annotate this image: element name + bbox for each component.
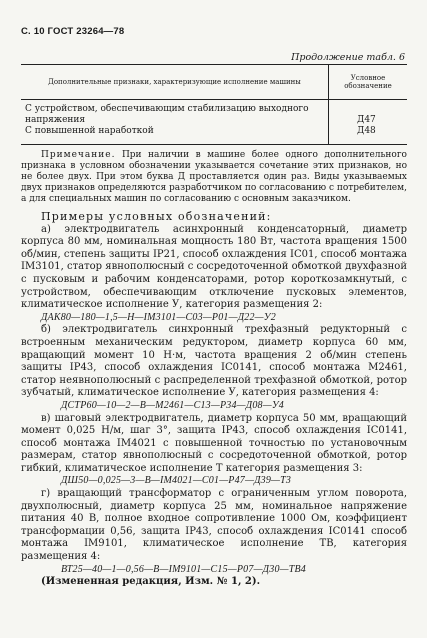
- example-a-designation: ДАК80—180—1,5—Н—IM3101—С03—Р01—Д22—У2: [41, 311, 276, 323]
- table-row-code: Д47: [357, 115, 376, 125]
- table-row-feature-cont: напряжения: [25, 115, 86, 125]
- example-c-designation: ДШ50—0,025—3—В—IM4021—С01—Р47—Д39—Т3: [61, 475, 292, 487]
- example-b-text: б) электродвигатель синхронный трехфазный редукторный с встроенным механическим редуктором, диаметр корпуса 60 мм, вращающий момент 10 Н·м, частота вращения 2 об/мин степень защиты IP43, способ охлаждения IC0141, способ монтажа M2461, статор неявнополюсный с распределенной трехфазной обмоткой, ротор зубчатый, климатическое исполнение У, категория размещения 4:: [21, 324, 407, 399]
- example-a-text: а) электродвигатель асинхронный конденсаторный, диаметр корпуса 80 мм, номинальная мощность 180 Вт, частота вращения 1500 об/мин, степень защиты IP21, способ охлаждения IC01, способ монтажа IM3101, статор явнополюсный с сосредоточенной обмоткой двухфазной с пусковым и рабочим конденсаторами, ротор короткозамкнутый, с устройством, обеспечивающим отключение пусковых элементов, климатическое исполнение У, категория размещения 2:: [21, 223, 407, 311]
- table-header-row: [21, 65, 407, 100]
- table-features-cell: [21, 100, 328, 144]
- table-body: [21, 100, 407, 144]
- column-header-features: Дополнительные признаки, характеризующие исполнение машины: [48, 78, 301, 86]
- revision-note: (Измененная редакция, Изм. № 1, 2).: [41, 576, 261, 588]
- example-b-designation: ДСТР60—10—2—В—M2461—С13—Р34—Д08—У4: [61, 399, 284, 411]
- table-codes-cell: [328, 100, 407, 144]
- column-header-code: Условное обозначение: [328, 65, 407, 99]
- example-c-text: в) шаговый электродвигатель, диаметр корпуса 50 мм, вращающий момент 0,025 Н/м, шаг 3°, защита IP43, способ охлаждения IC0141, способ монтажа IM4021 с повышенной точностью по установочным размерам, статор явнополюсный с сосредоточенной обмоткой, ротор гибкий, климатическое исполнение Т категория размещения 3:: [21, 412, 407, 474]
- note-text: При наличии в машине более одного дополнительного признака в условном обозначении указывается сочетание этих признаков, но не более двух. При этом буква Д проставляется один раз. Виды указываемых двух признаков определяются разработчиком по согласованию с потребителем, а для специальных машин по согласованию с основным заказчиком.: [21, 150, 407, 204]
- example-d-text: г) вращающий трансформатор с ограниченным углом поворота, двухполюсный, диаметр корпуса 25 мм, номинальное напряжение питания 40 В, полное входное сопротивление 1000 Ом, коэффициент трансформации 0,56, защита IP43, способ охлаждения IC0141 способ монтажа IM9101, климатическое исполнение ТВ, категория размещения 4:: [21, 488, 407, 563]
- table-row-code: Д48: [357, 126, 376, 136]
- table-continuation-label: Продолжение табл. 6: [291, 52, 405, 63]
- table: [21, 64, 407, 145]
- page-header: С. 10 ГОСТ 23264—78: [21, 26, 125, 37]
- table-row-feature: С устройством, обеспечивающим стабилизацию выходного: [25, 104, 309, 114]
- examples-block: [21, 211, 407, 589]
- examples-heading: Примеры условных обозначений:: [41, 210, 272, 223]
- table-row-feature: С повышенной наработкой: [25, 126, 154, 136]
- note-block: [21, 150, 407, 205]
- note-label: Примечание.: [41, 150, 116, 160]
- example-d-designation: ВТ25—40—1—0,56—В—IM9101—С15—Р07—Д30—ТВ4: [61, 563, 307, 575]
